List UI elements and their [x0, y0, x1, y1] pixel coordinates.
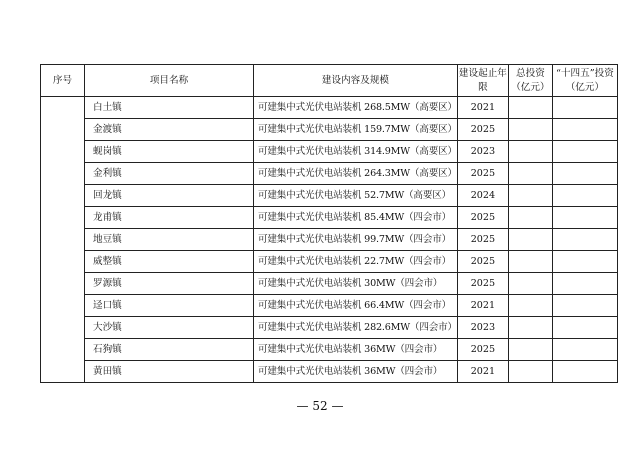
header-plan: “十四五”投资（亿元）: [552, 65, 617, 97]
table-row: [41, 163, 618, 185]
project-content-cell: 可建集中式光伏电站装机 282.6MW（四会市）: [254, 317, 458, 339]
seq-cell: [41, 97, 85, 383]
table-body: [41, 97, 618, 383]
project-content-cell: 可建集中式光伏电站装机 52.7MW（高要区）: [254, 185, 458, 207]
project-content-cell: 可建集中式光伏电站装机 159.7MW（高要区）: [254, 119, 458, 141]
total-investment-cell: [508, 163, 552, 185]
plan-investment-cell: [552, 273, 617, 295]
total-investment-cell: [508, 207, 552, 229]
project-name-cell: 回龙镇: [85, 185, 254, 207]
plan-investment-cell: [552, 361, 617, 383]
project-year-cell: 2025: [457, 251, 508, 273]
header-year: 建设起止年限: [457, 65, 508, 97]
header-seq: 序号: [41, 65, 85, 97]
project-year-cell: 2021: [457, 361, 508, 383]
project-year-cell: 2021: [457, 295, 508, 317]
project-name-cell: 威整镇: [85, 251, 254, 273]
project-name-cell: 白土镇: [85, 97, 254, 119]
project-name-cell: 龙甫镇: [85, 207, 254, 229]
project-name-cell: 大沙镇: [85, 317, 254, 339]
total-investment-cell: [508, 361, 552, 383]
plan-investment-cell: [552, 185, 617, 207]
table-row: [41, 141, 618, 163]
total-investment-cell: [508, 97, 552, 119]
project-content-cell: 可建集中式光伏电站装机 264.3MW（高要区）: [254, 163, 458, 185]
plan-investment-cell: [552, 141, 617, 163]
project-name-cell: 蚬岗镇: [85, 141, 254, 163]
project-year-cell: 2023: [457, 141, 508, 163]
project-year-cell: 2025: [457, 163, 508, 185]
page-number: — 52 —: [296, 399, 344, 413]
project-name-cell: 地豆镇: [85, 229, 254, 251]
project-content-cell: 可建集中式光伏电站装机 36MW（四会市）: [254, 361, 458, 383]
plan-investment-cell: [552, 229, 617, 251]
project-name-cell: 迳口镇: [85, 295, 254, 317]
project-name-cell: 石狗镇: [85, 339, 254, 361]
project-name-cell: 罗源镇: [85, 273, 254, 295]
total-investment-cell: [508, 185, 552, 207]
plan-investment-cell: [552, 207, 617, 229]
table-row: [41, 229, 618, 251]
project-name-cell: 黄田镇: [85, 361, 254, 383]
project-content-cell: 可建集中式光伏电站装机 85.4MW（四会市）: [254, 207, 458, 229]
table-row: [41, 273, 618, 295]
project-content-cell: 可建集中式光伏电站装机 268.5MW（高要区）: [254, 97, 458, 119]
header-total: 总投资（亿元）: [508, 65, 552, 97]
project-year-cell: 2021: [457, 97, 508, 119]
total-investment-cell: [508, 141, 552, 163]
project-table: [40, 64, 618, 383]
table-row: [41, 119, 618, 141]
total-investment-cell: [508, 119, 552, 141]
table-row: [41, 97, 618, 119]
total-investment-cell: [508, 317, 552, 339]
table-row: [41, 317, 618, 339]
total-investment-cell: [508, 339, 552, 361]
project-year-cell: 2025: [457, 273, 508, 295]
project-content-cell: 可建集中式光伏电站装机 314.9MW（高要区）: [254, 141, 458, 163]
table-row: [41, 185, 618, 207]
header-content: 建设内容及规模: [254, 65, 458, 97]
plan-investment-cell: [552, 119, 617, 141]
total-investment-cell: [508, 251, 552, 273]
project-content-cell: 可建集中式光伏电站装机 36MW（四会市）: [254, 339, 458, 361]
plan-investment-cell: [552, 295, 617, 317]
table-row: [41, 251, 618, 273]
project-year-cell: 2025: [457, 339, 508, 361]
table-header-row: [41, 65, 618, 97]
project-content-cell: 可建集中式光伏电站装机 30MW（四会市）: [254, 273, 458, 295]
project-year-cell: 2025: [457, 207, 508, 229]
plan-investment-cell: [552, 317, 617, 339]
project-content-cell: 可建集中式光伏电站装机 99.7MW（四会市）: [254, 229, 458, 251]
plan-investment-cell: [552, 339, 617, 361]
total-investment-cell: [508, 295, 552, 317]
table-row: [41, 339, 618, 361]
total-investment-cell: [508, 273, 552, 295]
project-name-cell: 金利镇: [85, 163, 254, 185]
plan-investment-cell: [552, 163, 617, 185]
project-year-cell: 2025: [457, 229, 508, 251]
table-row: [41, 361, 618, 383]
table-row: [41, 295, 618, 317]
project-content-cell: 可建集中式光伏电站装机 66.4MW（四会市）: [254, 295, 458, 317]
project-content-cell: 可建集中式光伏电站装机 22.7MW（四会市）: [254, 251, 458, 273]
total-investment-cell: [508, 229, 552, 251]
plan-investment-cell: [552, 251, 617, 273]
project-name-cell: 金渡镇: [85, 119, 254, 141]
table-row: [41, 207, 618, 229]
plan-investment-cell: [552, 97, 617, 119]
header-name: 项目名称: [85, 65, 254, 97]
project-year-cell: 2025: [457, 119, 508, 141]
project-year-cell: 2023: [457, 317, 508, 339]
project-year-cell: 2024: [457, 185, 508, 207]
